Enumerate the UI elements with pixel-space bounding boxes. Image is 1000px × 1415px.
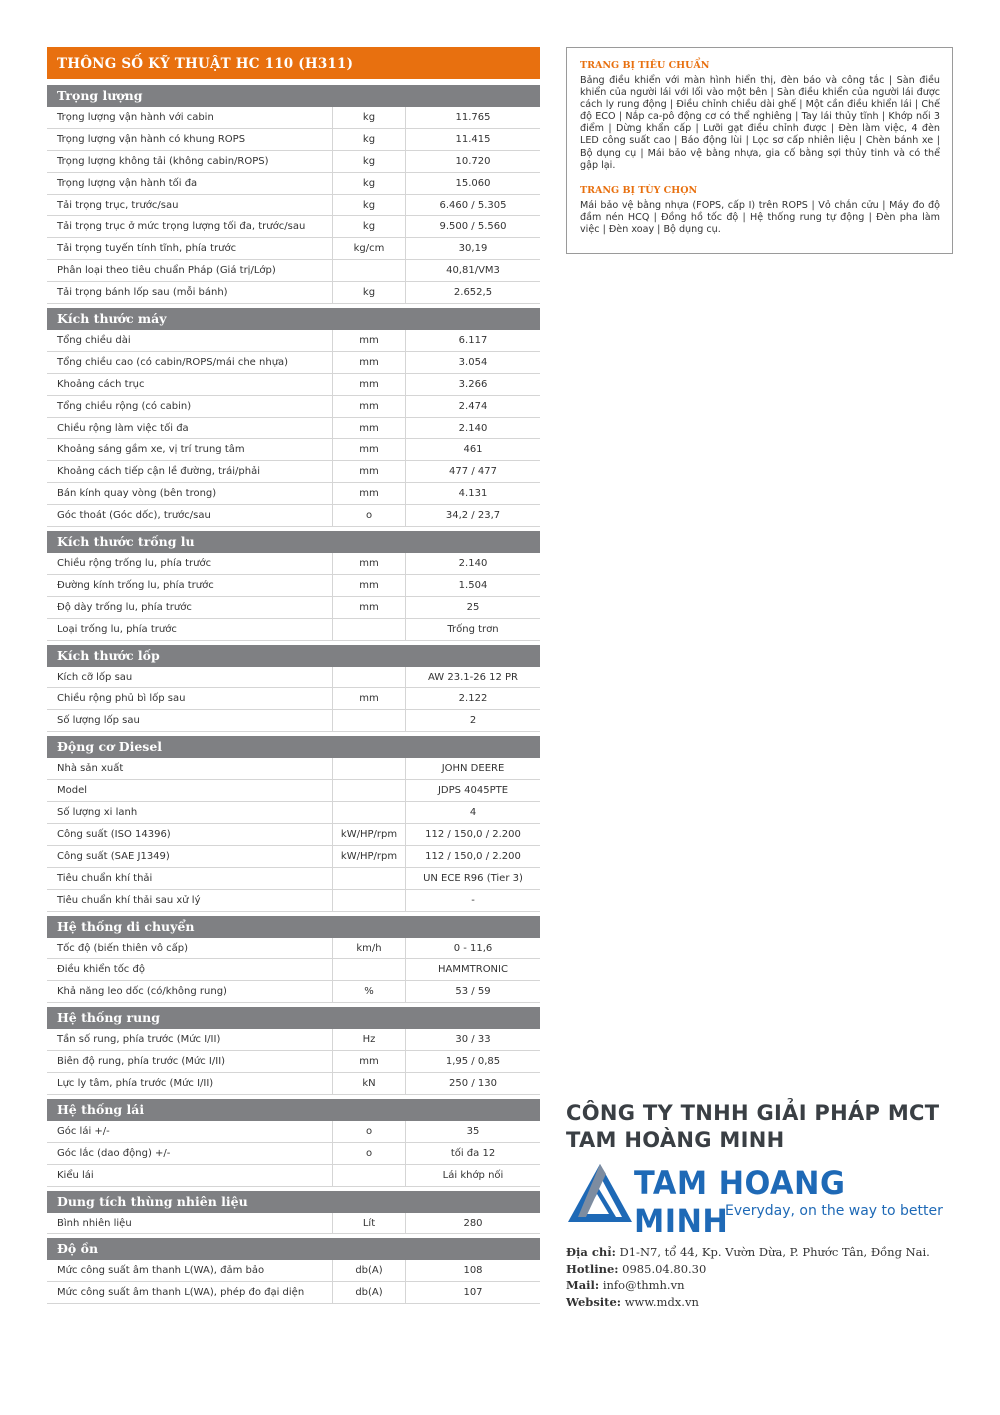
spec-unit: mm [332, 374, 405, 395]
spec-value: 53 / 59 [405, 981, 540, 1002]
spec-value: 2.474 [405, 396, 540, 417]
spec-label: Tần số rung, phía trước (Mức I/II) [57, 1034, 221, 1046]
spec-unit: kg/cm [332, 238, 405, 259]
spec-label: Lực ly tâm, phía trước (Mức I/II) [57, 1077, 214, 1089]
spec-value: 112 / 150,0 / 2.200 [405, 846, 540, 867]
spec-unit: o [332, 1143, 405, 1164]
spec-value: 11.765 [405, 107, 540, 128]
spec-unit [332, 1165, 405, 1186]
spec-row [47, 667, 540, 689]
spec-row [47, 1282, 540, 1304]
spec-value: 11.415 [405, 129, 540, 150]
spec-row [47, 461, 540, 483]
spec-label: Tải trọng trục ở mức trọng lượng tối đa, trước/sau [57, 221, 306, 233]
spec-unit [332, 959, 405, 980]
spec-row [47, 959, 540, 981]
spec-label: Kích cỡ lốp sau [57, 671, 133, 683]
spec-unit [332, 868, 405, 889]
spec-label: Khả năng leo dốc (có/không rung) [57, 986, 227, 998]
spec-unit: kN [332, 1073, 405, 1094]
spec-unit: mm [332, 330, 405, 351]
spec-unit [332, 710, 405, 731]
spec-row [47, 352, 540, 374]
spec-row [47, 439, 540, 461]
spec-table [47, 47, 540, 1304]
spec-value: 4 [405, 802, 540, 823]
section-heading: Kích thước lốp [47, 645, 540, 667]
spec-label: Đường kính trống lu, phía trước [57, 579, 214, 591]
spec-value: 30,19 [405, 238, 540, 259]
address-line [566, 1244, 966, 1261]
spec-label: Phân loại theo tiêu chuẩn Pháp (Giá trị/Lớp) [57, 265, 276, 277]
spec-row [47, 1260, 540, 1282]
spec-unit: kg [332, 195, 405, 216]
spec-row [47, 173, 540, 195]
spec-label: Số lượng xi lanh [57, 807, 138, 819]
spec-label: Tổng chiều dài [57, 335, 131, 347]
spec-value: 2.140 [405, 418, 540, 439]
spec-unit: kg [332, 107, 405, 128]
spec-value: JDPS 4045PTE [405, 780, 540, 801]
spec-label: Góc thoát (Góc dốc), trước/sau [57, 510, 211, 522]
spec-value: 0 - 11,6 [405, 938, 540, 959]
spec-row [47, 780, 540, 802]
spec-value: 250 / 130 [405, 1073, 540, 1094]
spec-value: 6.460 / 5.305 [405, 195, 540, 216]
spec-row [47, 260, 540, 282]
spec-value: 3.266 [405, 374, 540, 395]
section-heading: Hệ thống di chuyển [47, 916, 540, 938]
company-name-line2: TAM HOÀNG MINH [566, 1128, 785, 1152]
spec-row [47, 282, 540, 304]
spec-label: Công suất (SAE J1349) [57, 850, 170, 862]
spec-row [47, 846, 540, 868]
spec-row [47, 938, 540, 960]
spec-label: Biên độ rung, phía trước (Mức I/II) [57, 1056, 226, 1068]
spec-unit: kg [332, 173, 405, 194]
spec-unit [332, 260, 405, 281]
spec-label: Tải trọng bánh lốp sau (mỗi bánh) [57, 287, 228, 299]
spec-value: JOHN DEERE [405, 758, 540, 779]
spec-label: Model [57, 785, 88, 797]
spec-unit: mm [332, 688, 405, 709]
website-label: Website: [566, 1294, 622, 1309]
spec-sections [47, 85, 540, 1304]
logo-wordmark: TAM HOANG MINH [634, 1164, 846, 1240]
hotline-label: Hotline: [566, 1261, 619, 1276]
spec-value: 25 [405, 597, 540, 618]
spec-label: Mức công suất âm thanh L(WA), phép đo đại diện [57, 1287, 305, 1299]
spec-unit: mm [332, 597, 405, 618]
spec-row [47, 1213, 540, 1235]
spec-row [47, 1143, 540, 1165]
spec-unit [332, 780, 405, 801]
website-line [566, 1294, 966, 1311]
spec-row [47, 868, 540, 890]
standard-equipment-text: Bảng điều khiển với màn hình hiển thị, đèn báo và công tắc | Sàn điều khiển của người lái với lối vào một bên | Sàn điều khiển của người lái được cách ly rung động | Điều chỉnh chiều dài ghế | Một cần điều khiển lái | Chế độ ECO | Nắp ca-pô động cơ có thể nghiêng | Tay lái thủy tĩnh | Khớp nối 3 điểm | Dừng khẩn cấp | Lưỡi gạt điều chỉnh được | Đèn làm việc, 4 đèn LED công suất cao | Báo động lùi | Lọc sơ cấp nhiên liệu | Chèn bánh xe | Bộ dụng cụ | Mái bảo vệ bằng nhựa, gia cố bằng sợi thủy tinh và có thể gập lại. [580, 75, 940, 171]
section-heading: Kích thước trống lu [47, 531, 540, 553]
spec-row [47, 597, 540, 619]
spec-unit: mm [332, 461, 405, 482]
spec-row [47, 107, 540, 129]
spec-row [47, 710, 540, 732]
spec-unit [332, 667, 405, 688]
spec-value: 3.054 [405, 352, 540, 373]
spec-row [47, 1051, 540, 1073]
spec-label: Chiều rộng phủ bì lốp sau [57, 693, 186, 705]
spec-value: 2.652,5 [405, 282, 540, 303]
spec-value: 4.131 [405, 483, 540, 504]
spec-value: 1,95 / 0,85 [405, 1051, 540, 1072]
spec-row [47, 374, 540, 396]
spec-label: Tải trọng tuyến tính tĩnh, phía trước [57, 243, 237, 255]
spec-unit: mm [332, 352, 405, 373]
spec-row [47, 483, 540, 505]
spec-row [47, 575, 540, 597]
spec-value: 477 / 477 [405, 461, 540, 482]
spec-row [47, 1029, 540, 1051]
section-heading: Hệ thống lái [47, 1099, 540, 1121]
spec-label: Nhà sản xuất [57, 763, 124, 775]
spec-label: Trọng lượng vận hành với cabin [57, 112, 214, 123]
spec-label: Bán kính quay vòng (bên trong) [57, 488, 217, 500]
standard-equipment-title: TRANG BỊ TIÊU CHUẨN [580, 60, 710, 71]
spec-value: tối đa 12 [405, 1143, 540, 1164]
spec-value: UN ECE R96 (Tier 3) [405, 868, 540, 889]
spec-value: 461 [405, 439, 540, 460]
company-block [566, 1100, 966, 1310]
spec-unit: mm [332, 553, 405, 574]
spec-unit [332, 802, 405, 823]
spec-unit: km/h [332, 938, 405, 959]
spec-label: Độ dày trống lu, phía trước [57, 601, 192, 613]
spec-label: Loại trống lu, phía trước [57, 623, 177, 635]
spec-row [47, 505, 540, 527]
spec-unit: o [332, 1121, 405, 1142]
spec-row [47, 195, 540, 217]
spec-value: 107 [405, 1282, 540, 1303]
spec-label: Tổng chiều rộng (có cabin) [57, 400, 192, 412]
spec-value: 9.500 / 5.560 [405, 216, 540, 237]
spec-row [47, 418, 540, 440]
spec-row [47, 981, 540, 1003]
spec-label: Bình nhiên liệu [57, 1217, 132, 1229]
spec-unit: kW/HP/rpm [332, 824, 405, 845]
spec-row [47, 824, 540, 846]
spec-unit: Lít [332, 1213, 405, 1234]
spec-unit: kg [332, 282, 405, 303]
spec-label: Tổng chiều cao (có cabin/ROPS/mái che nhựa) [57, 356, 289, 368]
spec-value: 108 [405, 1260, 540, 1281]
spec-row [47, 890, 540, 912]
spec-unit: mm [332, 483, 405, 504]
spec-row [47, 619, 540, 641]
company-name-line1: CÔNG TY TNHH GIẢI PHÁP MCT [566, 1101, 940, 1125]
logo-slogan: Everyday, on the way to better [725, 1203, 943, 1219]
spec-label: Điều khiển tốc độ [57, 964, 145, 976]
spec-label: Khoảng cách tiếp cận lề đường, trái/phải [57, 466, 261, 478]
spec-label: Góc lái +/- [57, 1125, 110, 1137]
website-value[interactable]: www.mdx.vn [621, 1294, 699, 1309]
spec-value: 280 [405, 1213, 540, 1234]
spec-unit: db(A) [332, 1260, 405, 1281]
spec-row [47, 330, 540, 352]
spec-row [47, 216, 540, 238]
spec-value: 2 [405, 710, 540, 731]
spec-unit: kW/HP/rpm [332, 846, 405, 867]
spec-value: 10.720 [405, 151, 540, 172]
spec-row [47, 758, 540, 780]
optional-equipment-title: TRANG BỊ TÙY CHỌN [580, 184, 698, 196]
section-heading: Trọng lượng [47, 85, 540, 107]
spec-unit: mm [332, 396, 405, 417]
spec-value: 2.140 [405, 553, 540, 574]
spec-label: Trọng lượng vận hành tối đa [57, 177, 198, 189]
spec-label: Chiều rộng làm việc tối đa [57, 422, 189, 434]
spec-label: Tiêu chuẩn khí thải sau xử lý [57, 894, 201, 906]
spec-unit: mm [332, 439, 405, 460]
spec-label: Chiều rộng trống lu, phía trước [57, 558, 212, 570]
mail-label: Mail: [566, 1278, 600, 1292]
spec-value: HAMMTRONIC [405, 959, 540, 980]
spec-row [47, 151, 540, 173]
address-value: D1-N7, tổ 44, Kp. Vườn Dừa, P. Phước Tân, Đồng Nai. [615, 1245, 930, 1259]
hotline-line [566, 1261, 966, 1278]
spec-row [47, 553, 540, 575]
spec-row [47, 238, 540, 260]
spec-value: 2.122 [405, 688, 540, 709]
spec-unit: mm [332, 1051, 405, 1072]
spec-label: Khoảng sáng gầm xe, vị trí trung tâm [57, 444, 245, 456]
section-heading: Hệ thống rung [47, 1007, 540, 1029]
spec-value: 112 / 150,0 / 2.200 [405, 824, 540, 845]
spec-value: 6.117 [405, 330, 540, 351]
spec-unit [332, 758, 405, 779]
mail-value[interactable]: info@thmh.vn [599, 1278, 685, 1292]
spec-unit: kg [332, 129, 405, 150]
spec-unit: kg [332, 151, 405, 172]
spec-unit: db(A) [332, 1282, 405, 1303]
spec-label: Tải trọng trục, trước/sau [57, 199, 179, 211]
spec-row [47, 802, 540, 824]
spec-title: THÔNG SỐ KỸ THUẬT HC 110 (H311) [47, 47, 540, 81]
spec-value: 30 / 33 [405, 1029, 540, 1050]
spec-label: Trọng lượng vận hành có khung ROPS [57, 133, 246, 145]
spec-unit: mm [332, 418, 405, 439]
spec-value: Trống trơn [405, 619, 540, 640]
spec-unit: % [332, 981, 405, 1002]
spec-row [47, 1073, 540, 1095]
spec-value: - [405, 890, 540, 911]
spec-value: 34,2 / 23,7 [405, 505, 540, 526]
spec-label: Tiêu chuẩn khí thải [57, 872, 153, 884]
equipment-box [566, 47, 953, 254]
spec-label: Góc lắc (dao động) +/- [57, 1147, 171, 1159]
spec-unit: o [332, 505, 405, 526]
spec-row [47, 1165, 540, 1187]
spec-row [47, 1121, 540, 1143]
triangle-logo-icon [566, 1162, 634, 1224]
spec-row [47, 129, 540, 151]
address-label: Địa chỉ: [566, 1245, 616, 1259]
spec-value: 15.060 [405, 173, 540, 194]
spec-unit [332, 890, 405, 911]
spec-unit: Hz [332, 1029, 405, 1050]
spec-label: Số lượng lốp sau [57, 715, 140, 727]
spec-value: 35 [405, 1121, 540, 1142]
spec-unit: mm [332, 575, 405, 596]
section-heading: Dung tích thùng nhiên liệu [47, 1191, 540, 1213]
hotline-value[interactable]: 0985.04.80.30 [618, 1261, 707, 1276]
mail-line [566, 1277, 966, 1294]
spec-unit: kg [332, 216, 405, 237]
contact-info [566, 1244, 966, 1310]
spec-row [47, 688, 540, 710]
spec-label: Kiểu lái [57, 1169, 94, 1181]
section-heading: Kích thước máy [47, 308, 540, 330]
spec-unit [332, 619, 405, 640]
spec-label: Khoảng cách trục [57, 378, 145, 390]
company-logo [566, 1162, 966, 1240]
spec-value: AW 23.1-26 12 PR [405, 667, 540, 688]
spec-label: Trọng lượng không tải (không cabin/ROPS) [57, 155, 269, 167]
spec-value: 1.504 [405, 575, 540, 596]
section-heading: Độ ồn [47, 1238, 540, 1260]
spec-label: Tốc độ (biến thiên vô cấp) [57, 942, 189, 954]
spec-value: Lái khớp nối [405, 1165, 540, 1186]
spec-value: 40,81/VM3 [405, 260, 540, 281]
optional-equipment-text: Mái bảo vệ bằng nhựa (FOPS, cấp I) trên ROPS | Vỏ chắn cửu | Máy đo độ đầm nén HCQ | Đồng hồ tốc độ | Hệ thống rung tự động | Đèn pha làm việc | Đèn xoay | Bộ dụng cụ. [580, 199, 940, 235]
section-heading: Động cơ Diesel [47, 736, 540, 758]
spec-label: Công suất (ISO 14396) [57, 828, 171, 840]
spec-row [47, 396, 540, 418]
spec-label: Mức công suất âm thanh L(WA), đảm bảo [57, 1265, 265, 1277]
